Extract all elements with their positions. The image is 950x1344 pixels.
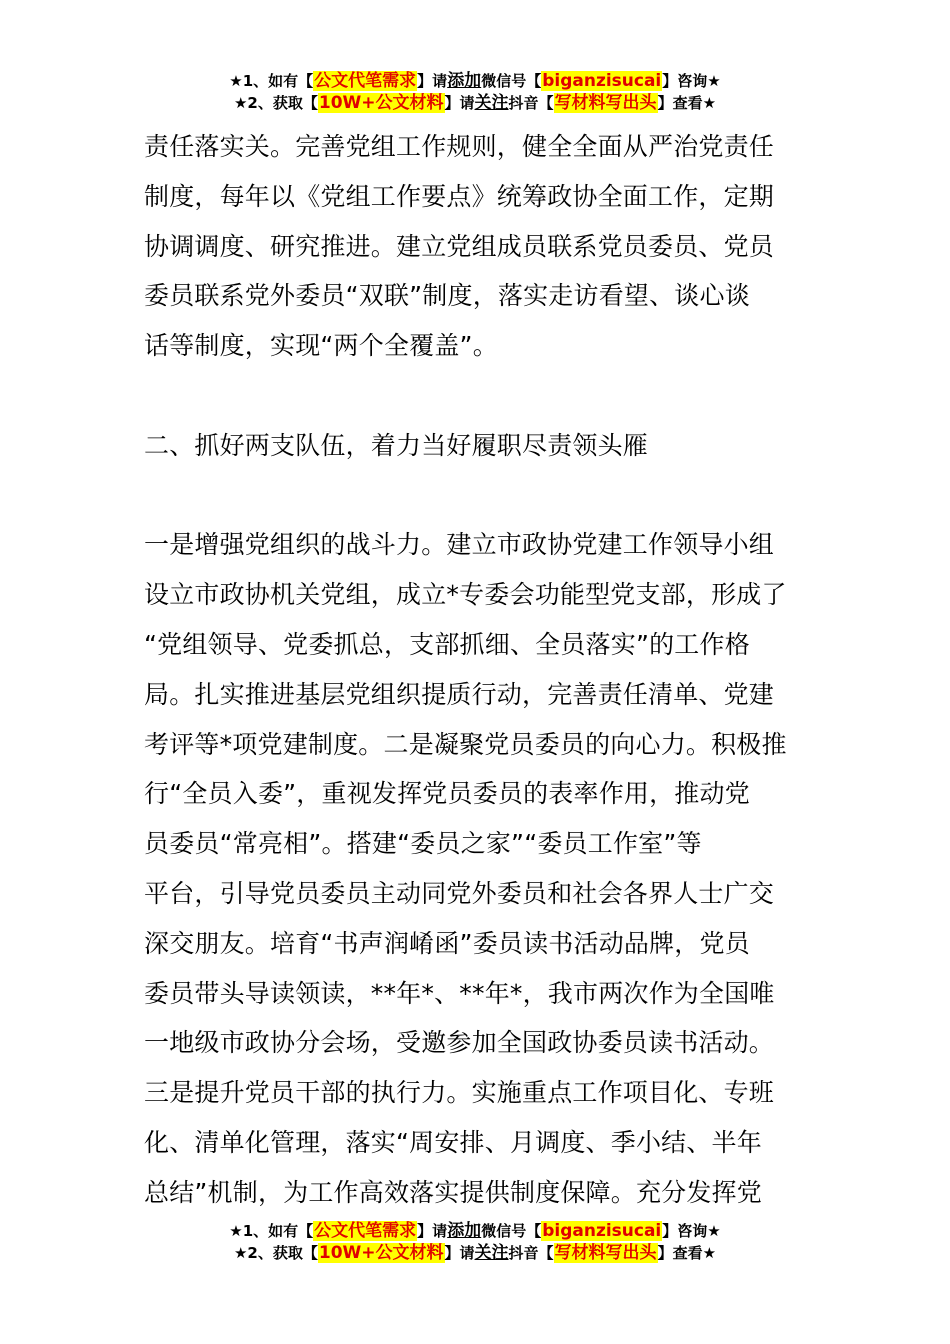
text-line: 局。扎实推进基层党组织提质行动，完善责任清单、党建 <box>144 679 775 709</box>
text-line: 员委员“常亮相”。搭建“委员之家”“委员工作室”等 <box>144 829 702 859</box>
paragraph-gap <box>144 471 808 521</box>
paragraph-1 <box>144 122 808 371</box>
text-line: 一是增强党组织的战斗力。建立市政协党建工作领导小组 <box>144 530 775 560</box>
text-line: 话等制度，实现“两个全覆盖”。 <box>144 331 498 361</box>
text-line: 责任落实关。完善党组工作规则，健全全面从严治党责任 <box>144 132 775 161</box>
text-line: 委员带头导读领读，**年*、**年*，我市两次作为全国唯 <box>144 978 775 1008</box>
document-body <box>144 122 808 1218</box>
text-line: 制度，每年以《党组工作要点》统筹政协全面工作，定期 <box>144 181 775 211</box>
highlight-wechat-id: biganzisucai <box>542 1221 662 1241</box>
text-line: 一地级市政协分会场，受邀参加全国政协委员读书活动。 <box>144 1028 775 1058</box>
paragraph-2 <box>144 520 808 1217</box>
footer-promo-banner <box>0 1220 950 1264</box>
text-line: 三是提升党员干部的执行力。实施重点工作项目化、专班 <box>144 1078 775 1108</box>
highlight-douyin-account: 写材料写出头 <box>554 93 657 113</box>
text-line: 行“全员入委”，重视发挥党员委员的表率作用，推动党 <box>144 779 750 809</box>
section-heading: 二、抓好两支队伍，着力当好履职尽责领头雁 <box>144 430 649 460</box>
text-line: 设立市政协机关党组，成立*专委会功能型党支部，形成了 <box>144 580 787 610</box>
highlight-wechat-id: biganzisucai <box>542 71 662 91</box>
highlight-service: 公文代笔需求 <box>314 1221 417 1241</box>
highlight-douyin-account: 写材料写出头 <box>554 1243 657 1263</box>
text-line: 总结”机制，为工作高效落实提供制度保障。充分发挥党 <box>144 1177 762 1207</box>
text-line: “党组领导、党委抓总，支部抓细、全员落实”的工作格 <box>144 629 750 659</box>
highlight-service: 公文代笔需求 <box>314 71 417 91</box>
paragraph-gap <box>144 371 808 421</box>
text-line: 委员联系党外委员“双联”制度，落实走访看望、谈心谈 <box>144 281 750 311</box>
text-line: 化、清单化管理，落实“周安排、月调度、季小结、半年 <box>144 1127 762 1157</box>
promo-line-2: ★2、获取【10W+公文材料】请关注抖音【写材料写出头】查看★ <box>233 1243 717 1263</box>
text-line: 协调调度、研究推进。建立党组成员联系党员委员、党员 <box>144 231 775 261</box>
header-promo-banner <box>0 70 950 114</box>
promo-line-1: ★1、如有【公文代笔需求】请添加微信号【biganzisucai】咨询★ <box>229 1221 721 1241</box>
highlight-materials: 10W+公文材料 <box>318 1243 444 1263</box>
text-line: 平台，引导党员委员主动同党外委员和社会各界人士广交 <box>144 878 775 908</box>
text-line: 考评等*项党建制度。二是凝聚党员委员的向心力。积极推 <box>144 729 787 759</box>
promo-line-2: ★2、获取【10W+公文材料】请关注抖音【写材料写出头】查看★ <box>233 93 717 113</box>
promo-line-1: ★1、如有【公文代笔需求】请添加微信号【biganzisucai】咨询★ <box>229 71 721 91</box>
highlight-materials: 10W+公文材料 <box>318 93 444 113</box>
text-line: 深交朋友。培育“书声润崤函”委员读书活动品牌，党员 <box>144 928 750 958</box>
